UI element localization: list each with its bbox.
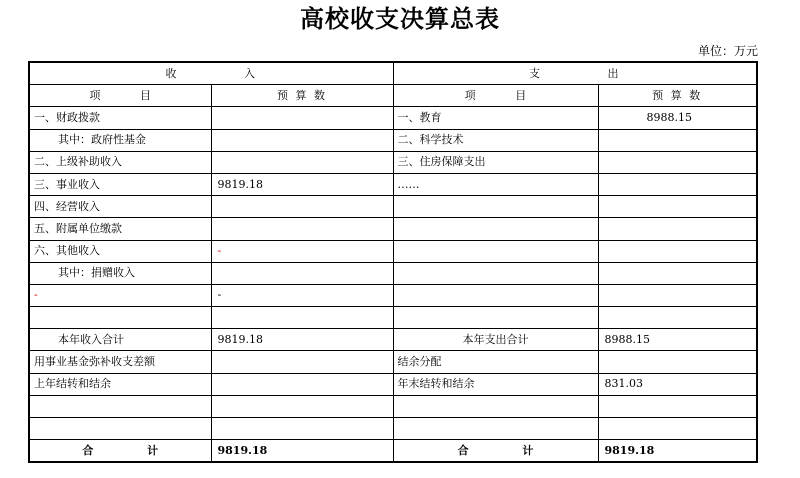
income-item [29,307,211,329]
expense-value [598,351,757,373]
income-item: 二、上级补助收入 [29,151,211,173]
expense-item: …… [393,173,598,195]
income-value [211,373,393,395]
income-value [211,262,393,284]
income-item: 三、事业收入 [29,173,211,195]
income-item: 上年结转和结余 [29,373,211,395]
table-row [29,351,757,373]
expense-value [598,262,757,284]
expense-item-header [393,85,598,107]
expense-item: 二、科学技术 [393,129,598,151]
income-total-label [29,440,211,463]
income-header [29,62,393,85]
income-value: 9819.18 [211,173,393,195]
expense-value [598,307,757,329]
table-row [29,129,757,151]
expense-value [598,196,757,218]
expense-value: 831.03 [598,373,757,395]
expense-item [393,418,598,440]
income-value [211,418,393,440]
column-header-row [29,85,757,107]
expense-subtotal-value: 8988.15 [598,329,757,351]
expense-item [393,307,598,329]
table-row [29,218,757,240]
income-total-value: 9819.18 [211,440,393,463]
income-item-header-text: 项 目 [89,88,151,102]
budget-table [28,61,758,463]
table-row [29,196,757,218]
expense-header-text: 支 出 [529,66,621,80]
income-item: 用事业基金弥补收支差额 [29,351,211,373]
income-value [211,218,393,240]
income-value [211,395,393,417]
income-subtotal-value: 9819.18 [211,329,393,351]
income-budget-header: 预 算 数 [211,85,393,107]
section-header-row [29,62,757,85]
expense-header [393,62,757,85]
income-item: 其中：政府性基金 [29,129,211,151]
expense-value [598,173,757,195]
expense-item: 一、教育 [393,107,598,129]
income-value [211,151,393,173]
income-total-label-text: 合 计 [82,443,159,457]
income-item: 四、经营收入 [29,196,211,218]
income-value: - [211,284,393,306]
income-value [211,196,393,218]
income-item: - [29,284,211,306]
table-row [29,262,757,284]
expense-item: 三、住房保障支出 [393,151,598,173]
table-row [29,240,757,262]
report-title: 高校收支决算总表 [300,4,500,33]
expense-value [598,218,757,240]
table-row [29,284,757,306]
expense-value [598,129,757,151]
expense-item-header-text: 项 目 [464,88,527,102]
table-row [29,107,757,129]
expense-total-label [393,440,598,463]
income-item [29,418,211,440]
expense-item [393,395,598,417]
income-subtotal-label: 本年收入合计 [29,329,211,351]
income-value [211,351,393,373]
expense-item [393,262,598,284]
table-row [29,395,757,417]
table-row [29,373,757,395]
income-value [211,107,393,129]
expense-total-value: 9819.18 [598,440,757,463]
expense-item [393,196,598,218]
income-header-text: 收 入 [165,66,257,80]
table-row [29,173,757,195]
table-row [29,418,757,440]
income-value [211,307,393,329]
expense-item [393,284,598,306]
expense-item: 年末结转和结余 [393,373,598,395]
income-item: 五、附属单位缴款 [29,218,211,240]
expense-budget-header: 预 算 数 [598,85,757,107]
expense-value [598,395,757,417]
expense-item [393,240,598,262]
income-item-header [29,85,211,107]
table-row [29,151,757,173]
total-row [29,440,757,463]
table-row [29,307,757,329]
unit-label: 单位：万元 [697,44,758,58]
income-item: 其中：捐赠收入 [29,262,211,284]
expense-item: 结余分配 [393,351,598,373]
expense-value [598,284,757,306]
expense-subtotal-label: 本年支出合计 [393,329,598,351]
income-value: - [211,240,393,262]
income-value [211,129,393,151]
income-item: 六、其他收入 [29,240,211,262]
expense-total-label-text: 合 计 [457,443,534,457]
income-item: 一、财政拨款 [29,107,211,129]
expense-value: 8988.15 [598,107,757,129]
expense-item [393,218,598,240]
expense-value [598,151,757,173]
expense-value [598,418,757,440]
expense-value [598,240,757,262]
income-item [29,395,211,417]
subtotal-row [29,329,757,351]
